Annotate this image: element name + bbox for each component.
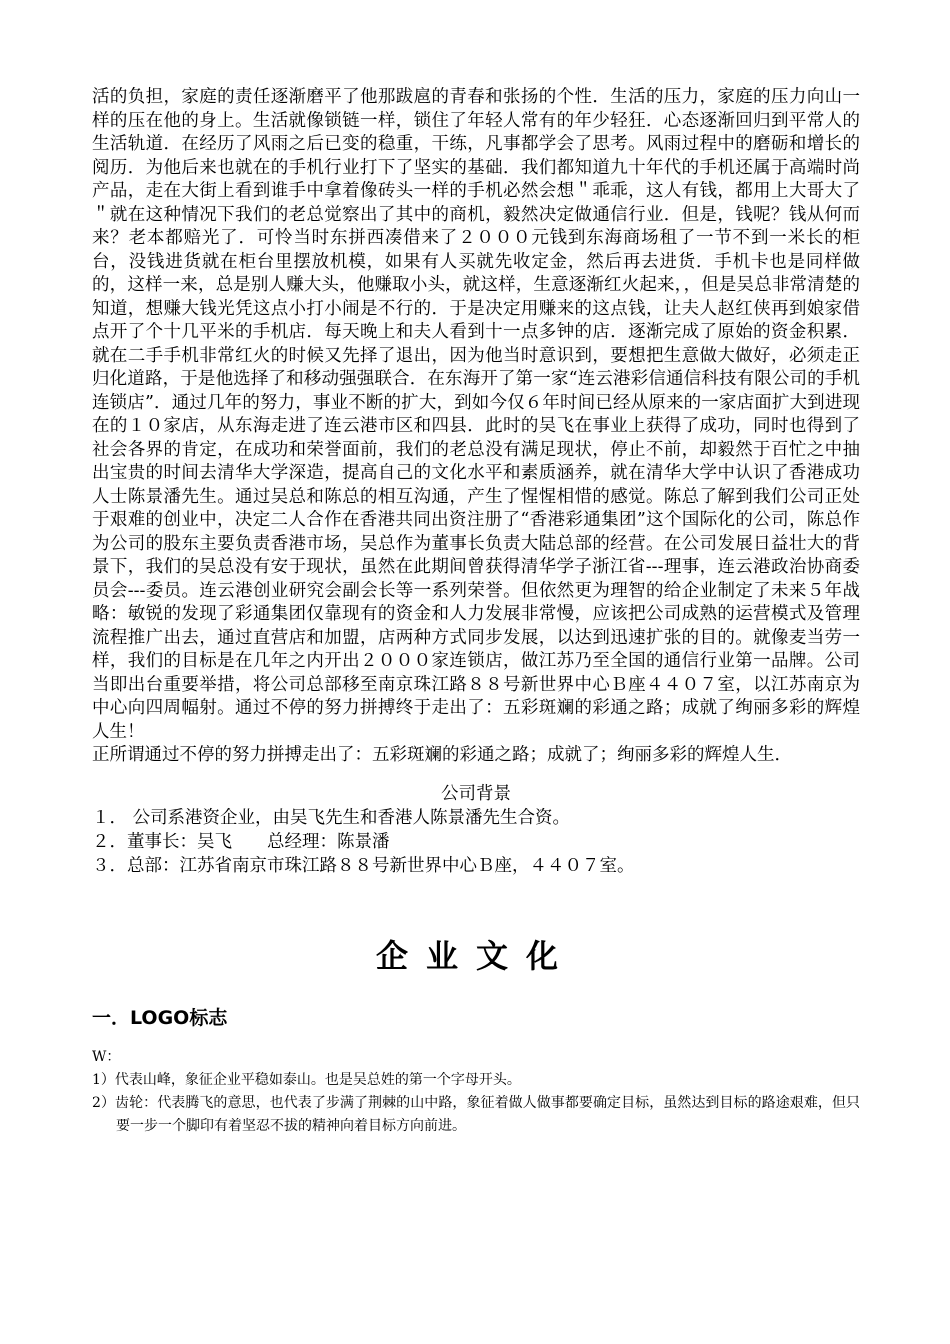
background-title: 公司背景 — [441, 783, 511, 804]
story-paragraph-1: 活的负担，家庭的责任逐渐磨平了他那跋扈的青春和张扬的个性．生活的压力，家庭的压力向山一样的压在他的身上。生活就像锁链一样，锁住了年轻人常有的年少轻狂．心态逐渐回归到平常人的生活轨道．在经历了风雨之后已变的稳重，干练，凡事都学会了思考。风雨过程中的磨砺和增长的阅历．为他后来也就在的手机行业打下了坚实的基础．我们都知道九十年代的手机还属于高端时尚产品，走在大街上看到谁手中拿着像砖头一样的手机必然会想＂乖乖，这人有钱，都用上大哥大了＂就在这种情况下我们的老总觉察出了其中的商机，毅然决定做通信行业．但是，钱呢？钱从何而来？老本都赔光了．可怜当时东拼西凑借来了２０００元钱到东海商场租了一节不到一米长的柜台，没钱进货就在柜台里摆放机模，如果有人买就先收定金，然后再去进货．手机卡也是同样做的，这样一来，总是别人赚大头，他赚取小头，就这样，生意逐渐红火起来，，但是吴总非常清楚的知道，想赚大钱光凭这点小打小闹是不行的．于是决定用赚来的这点钱，让夫人赵红侠再到娘家借点开了个十几平米的手机店．每天晚上和夫人看到十一点多钟的店．逐渐完成了原始的资金积累．就在二手手机非常红火的时候又先择了退出，因为他当时意识到，要想把生意做大做好，必须走正归化道路，于是他选择了和移动强强联合．在东海开了第一家“连云港彩信通信科技有限公司的手机连锁店”．通过几年的努力，事业不断的扩大，到如今仅６年时间已经从原来的一家店面扩大到进现在的１０家店，从东海走进了连云港市区和四县．此时的吴飞在事业上获得了成功，同时也得到了社会各界的肯定，在成功和荣誉面前，我们的老总没有满足现状，停止不前，却毅然于百忙之中抽出宝贵的时间去清华大学深造，提高自己的文化水平和素质涵养，就在清华大学中认识了香港成功人士陈景潘先生。通过吴总和陈总的相互沟通，产生了惺惺相惜的感觉。陈总了解到我们公司正处于艰难的创业中，决定二人合作在香港共同出资注册了“香港彩通集团”这个国际化的公司，陈总作为公司的股东主要负责香港市场，吴总作为董事长负责大陆总部的经营。在公司发展日益壮大的背景下，我们的吴总没有安于现状，虽然在此期间曾获得清华学子浙江省---理事，连云港政治协商委员会---委员。连云港创业研究会副会长等一系列荣誉。但依然更为理智的给企业制定了未来５年战略：敏锐的发现了彩通集团仅靠现有的资金和人力发展非常慢，应该把公司成熟的运营模式及管理流程推广出去，通过直营店和加盟，店两种方式同步发展，以达到迅速扩张的目的。就像麦当劳一样，我们的目标是在几年之内开出２０００家连锁店，做江苏乃至全国的通信行业第一品牌。公司当即出台重要举措，将公司总部移至南京珠江路８８号新世界中心Ｂ座４４０７室，以江苏南京为中心向四周幅射。通过不停的努力拼搏终于走出了：五彩斑斓的彩通之路；成就了绚丽多彩的辉煌人生！ — [92, 87, 860, 742]
background-item-2: ２．董事长：吴飞 总经理：陈景潘 — [92, 831, 390, 852]
logo-item-2: 2）齿轮：代表腾飞的意思，也代表了步满了荆棘的山中路，象征着做人做事都要确定目标，虽然达到目标的路途艰难，但只要一步一个脚印有着坚忍不拔的精神向着目标方向前进。 — [92, 1094, 860, 1134]
w-label: W： — [92, 1048, 121, 1065]
background-item-3: ３．总部：江苏省南京市珠江路８８号新世界中心Ｂ座，４４０７室。 — [92, 855, 635, 876]
document-page — [92, 86, 860, 1138]
background-item-1: １． 公司系港资企业，由吴飞先生和香港人陈景潘先生合资。 — [92, 807, 571, 828]
culture-title: 企业文化 — [375, 936, 576, 975]
logo-heading: 一．LOGO标志 — [92, 1006, 228, 1029]
logo-item-1: 1）代表山峰，象征企业平稳如泰山。也是吴总姓的第一个字母开头。 — [92, 1071, 521, 1088]
story-paragraph-2: 正所谓通过不停的努力拼搏走出了：五彩斑斓的彩通之路；成就了；绚丽多彩的辉煌人生． — [92, 745, 792, 765]
